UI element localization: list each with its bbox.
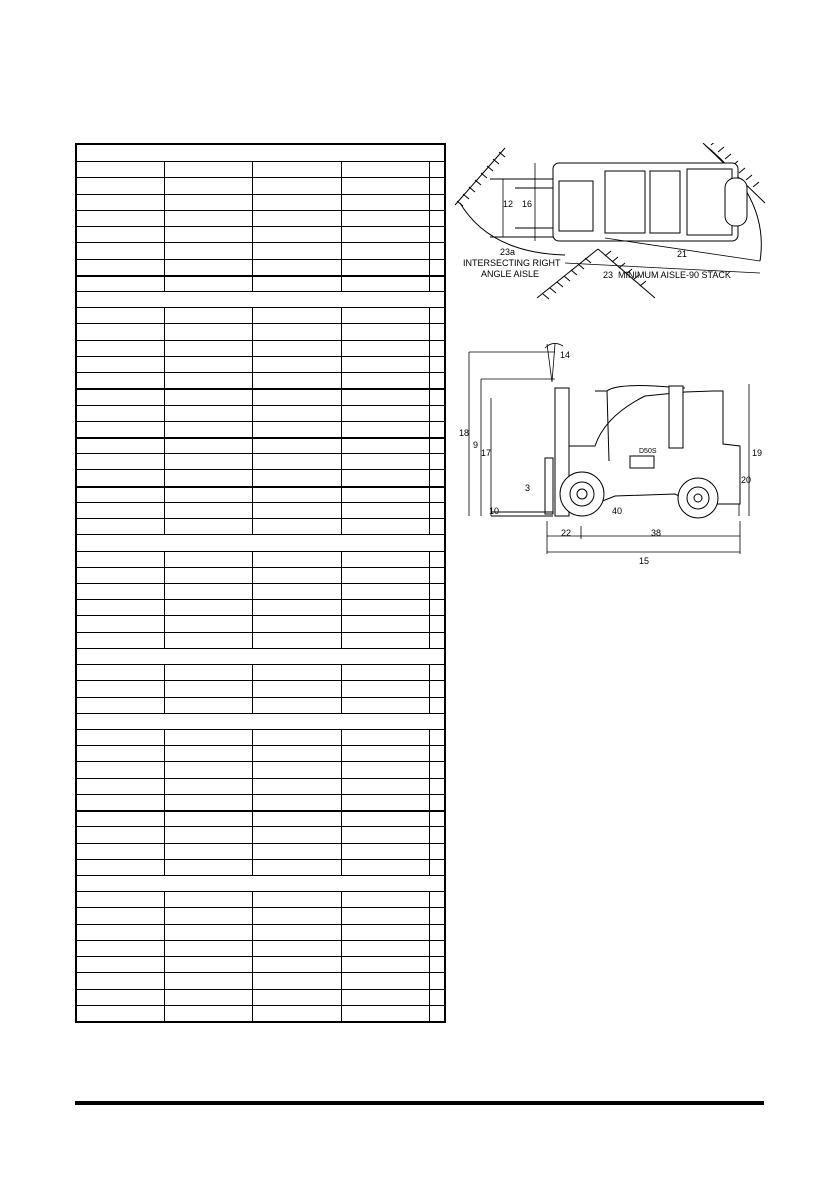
table-column-rule: [252, 859, 253, 875]
table-column-rule: [252, 323, 253, 339]
label-3: 3: [525, 483, 531, 493]
table-column-rule: [341, 388, 342, 404]
table-row-rule: [77, 194, 444, 195]
table-column-rule: [164, 567, 165, 583]
side-view-diagram: [455, 336, 767, 568]
label-intersecting-1: INTERSECTING RIGHT: [463, 258, 561, 268]
table-column-rule: [429, 989, 430, 1005]
table-column-rule: [252, 259, 253, 275]
table-column-rule: [429, 632, 430, 648]
table-column-rule: [429, 697, 430, 713]
label-15: 15: [639, 556, 650, 566]
table-column-rule: [252, 583, 253, 599]
table-column-rule: [252, 502, 253, 518]
table-column-rule: [252, 161, 253, 177]
table-column-rule: [252, 729, 253, 745]
footer-rule: [75, 1101, 764, 1105]
label-23: 23: [603, 270, 614, 280]
table-column-rule: [252, 437, 253, 453]
table-column-rule: [341, 502, 342, 518]
table-column-rule: [164, 502, 165, 518]
label-16: 16: [522, 199, 533, 209]
table-column-rule: [252, 697, 253, 713]
table-row-rule: [77, 210, 444, 211]
label-23a: 23a: [500, 247, 516, 257]
table-column-rule: [341, 372, 342, 388]
table-column-rule: [429, 210, 430, 226]
table-column-rule: [164, 761, 165, 777]
table-column-rule: [252, 956, 253, 972]
table-row-rule: [77, 161, 444, 162]
table-row-rule: [77, 745, 444, 746]
table-column-rule: [429, 551, 430, 567]
table-column-rule: [429, 891, 430, 907]
table-column-rule: [164, 437, 165, 453]
table-column-rule: [429, 761, 430, 777]
table-row-rule: [77, 1005, 444, 1006]
table-column-rule: [341, 405, 342, 421]
table-column-rule: [341, 242, 342, 258]
table-row-rule: [77, 437, 444, 439]
table-row-rule: [77, 307, 444, 308]
table-column-rule: [429, 745, 430, 761]
table-column-rule: [164, 372, 165, 388]
table-row-rule: [77, 697, 444, 698]
table-row-rule: [77, 843, 444, 844]
table-column-rule: [164, 859, 165, 875]
table-column-rule: [164, 940, 165, 956]
table-column-rule: [252, 794, 253, 810]
table-row-rule: [77, 632, 444, 633]
label-22: 22: [561, 528, 572, 538]
table-column-rule: [429, 242, 430, 258]
table-column-rule: [252, 664, 253, 680]
label-intersecting-2: ANGLE AISLE: [481, 269, 540, 279]
table-column-rule: [164, 453, 165, 469]
table-column-rule: [429, 583, 430, 599]
table-column-rule: [341, 323, 342, 339]
table-row-rule: [77, 388, 444, 390]
table-column-rule: [429, 907, 430, 923]
table-column-rule: [341, 907, 342, 923]
table-column-rule: [252, 778, 253, 794]
table-column-rule: [341, 891, 342, 907]
table-column-rule: [252, 405, 253, 421]
table-column-rule: [341, 745, 342, 761]
table-column-rule: [341, 259, 342, 275]
label-12: 12: [503, 199, 514, 209]
table-row-rule: [77, 583, 444, 584]
table-column-rule: [164, 583, 165, 599]
table-row-rule: [77, 226, 444, 227]
table-column-rule: [341, 826, 342, 842]
table-row-rule: [77, 567, 444, 568]
label-18: 18: [459, 428, 470, 438]
table-column-rule: [164, 356, 165, 372]
table-row-rule: [77, 826, 444, 827]
table-row-rule: [77, 907, 444, 908]
table-row-rule: [77, 859, 444, 860]
table-column-rule: [164, 989, 165, 1005]
table-column-rule: [164, 323, 165, 339]
table-column-rule: [429, 177, 430, 193]
table-column-rule: [164, 177, 165, 193]
table-column-rule: [429, 307, 430, 323]
table-column-rule: [252, 453, 253, 469]
table-row-rule: [77, 729, 444, 730]
table-column-rule: [429, 226, 430, 242]
table-column-rule: [252, 843, 253, 859]
table-column-rule: [252, 372, 253, 388]
table-column-rule: [341, 956, 342, 972]
table-column-rule: [252, 388, 253, 404]
table-column-rule: [341, 680, 342, 696]
table-column-rule: [341, 615, 342, 631]
label-17: 17: [481, 448, 492, 458]
table-column-rule: [341, 599, 342, 615]
table-column-rule: [429, 323, 430, 339]
table-column-rule: [252, 518, 253, 534]
table-column-rule: [429, 843, 430, 859]
table-column-rule: [252, 551, 253, 567]
table-column-rule: [252, 275, 253, 291]
table-column-rule: [164, 615, 165, 631]
table-column-rule: [164, 259, 165, 275]
table-column-rule: [164, 242, 165, 258]
table-column-rule: [164, 778, 165, 794]
table-row-rule: [77, 486, 444, 488]
table-row-rule: [77, 242, 444, 243]
top-view-diagram: [455, 143, 767, 303]
table-row-rule: [77, 469, 444, 470]
table-column-rule: [164, 891, 165, 907]
table-column-rule: [429, 469, 430, 485]
table-column-rule: [164, 469, 165, 485]
table-column-rule: [164, 486, 165, 502]
table-row-rule: [77, 599, 444, 600]
table-column-rule: [341, 697, 342, 713]
table-row-rule: [77, 534, 444, 535]
table-column-rule: [341, 194, 342, 210]
table-column-rule: [429, 161, 430, 177]
table-column-rule: [341, 177, 342, 193]
table-column-rule: [252, 680, 253, 696]
table-column-rule: [341, 210, 342, 226]
table-column-rule: [341, 583, 342, 599]
label-9: 9: [473, 440, 479, 450]
table-column-rule: [341, 729, 342, 745]
table-column-rule: [164, 421, 165, 437]
table-row-rule: [77, 259, 444, 260]
table-column-rule: [164, 226, 165, 242]
table-column-rule: [252, 615, 253, 631]
table-column-rule: [341, 518, 342, 534]
table-row-rule: [77, 421, 444, 422]
table-row-rule: [77, 794, 444, 795]
table-row-rule: [77, 810, 444, 812]
table-column-rule: [164, 794, 165, 810]
table-column-rule: [164, 405, 165, 421]
table-column-rule: [429, 956, 430, 972]
table-column-rule: [341, 551, 342, 567]
table-column-rule: [252, 421, 253, 437]
label-19: 19: [752, 448, 763, 458]
table-column-rule: [252, 307, 253, 323]
table-row-rule: [77, 405, 444, 406]
table-row-rule: [77, 275, 444, 277]
table-row-rule: [77, 340, 444, 341]
table-column-rule: [252, 567, 253, 583]
label-20: 20: [741, 475, 752, 485]
table-column-rule: [429, 778, 430, 794]
table-row-rule: [77, 924, 444, 925]
table-column-rule: [252, 989, 253, 1005]
table-column-rule: [341, 989, 342, 1005]
label-minimum-aisle: MINIMUM AISLE-90 STACK: [618, 270, 731, 280]
table-column-rule: [252, 194, 253, 210]
table-column-rule: [429, 259, 430, 275]
label-21: 21: [677, 249, 688, 259]
table-column-rule: [341, 275, 342, 291]
table-column-rule: [429, 486, 430, 502]
table-column-rule: [252, 177, 253, 193]
table-column-rule: [252, 632, 253, 648]
table-row-rule: [77, 551, 444, 552]
table-row-rule: [77, 956, 444, 957]
table-column-rule: [252, 1005, 253, 1021]
table-column-rule: [252, 486, 253, 502]
table-row-rule: [77, 713, 444, 714]
table-column-rule: [429, 615, 430, 631]
table-row-rule: [77, 664, 444, 665]
table-column-rule: [429, 810, 430, 826]
table-column-rule: [341, 632, 342, 648]
table-column-rule: [341, 437, 342, 453]
table-column-rule: [164, 972, 165, 988]
table-column-rule: [164, 599, 165, 615]
table-column-rule: [429, 372, 430, 388]
table-column-rule: [429, 340, 430, 356]
table-column-rule: [164, 729, 165, 745]
table-row-rule: [77, 875, 444, 876]
forklift-side: [491, 386, 740, 518]
table-column-rule: [429, 826, 430, 842]
table-row-rule: [77, 680, 444, 681]
label-14: 14: [560, 350, 571, 360]
spec-table: [75, 143, 446, 1023]
table-column-rule: [429, 924, 430, 940]
table-column-rule: [341, 567, 342, 583]
table-column-rule: [341, 226, 342, 242]
table-column-rule: [429, 388, 430, 404]
table-column-rule: [341, 340, 342, 356]
table-row-rule: [77, 891, 444, 892]
table-column-rule: [252, 340, 253, 356]
table-column-rule: [341, 924, 342, 940]
table-column-rule: [429, 518, 430, 534]
table-column-rule: [164, 340, 165, 356]
table-column-rule: [252, 469, 253, 485]
table-column-rule: [341, 859, 342, 875]
table-row-rule: [77, 291, 444, 292]
table-column-rule: [252, 356, 253, 372]
table-column-rule: [341, 810, 342, 826]
table-column-rule: [252, 940, 253, 956]
table-column-rule: [341, 940, 342, 956]
table-column-rule: [341, 664, 342, 680]
table-column-rule: [164, 632, 165, 648]
table-column-rule: [252, 761, 253, 777]
table-column-rule: [341, 843, 342, 859]
table-row-rule: [77, 778, 444, 779]
table-column-rule: [341, 972, 342, 988]
table-column-rule: [164, 697, 165, 713]
table-column-rule: [341, 421, 342, 437]
table-column-rule: [429, 356, 430, 372]
table-column-rule: [429, 680, 430, 696]
table-column-rule: [429, 729, 430, 745]
table-column-rule: [164, 907, 165, 923]
table-row-rule: [77, 372, 444, 373]
table-column-rule: [341, 356, 342, 372]
table-column-rule: [252, 242, 253, 258]
table-column-rule: [341, 453, 342, 469]
table-column-rule: [164, 664, 165, 680]
table-column-rule: [252, 745, 253, 761]
table-column-rule: [164, 680, 165, 696]
table-column-rule: [341, 1005, 342, 1021]
table-column-rule: [341, 469, 342, 485]
table-column-rule: [252, 972, 253, 988]
table-row-rule: [77, 972, 444, 973]
table-column-rule: [429, 275, 430, 291]
table-column-rule: [252, 826, 253, 842]
table-column-rule: [429, 794, 430, 810]
table-row-rule: [77, 518, 444, 519]
table-row-rule: [77, 761, 444, 762]
table-column-rule: [429, 502, 430, 518]
table-column-rule: [164, 826, 165, 842]
table-column-rule: [429, 599, 430, 615]
table-column-rule: [429, 194, 430, 210]
table-column-rule: [341, 307, 342, 323]
table-column-rule: [429, 859, 430, 875]
table-column-rule: [341, 761, 342, 777]
table-column-rule: [252, 907, 253, 923]
table-column-rule: [164, 956, 165, 972]
table-column-rule: [429, 421, 430, 437]
table-column-rule: [341, 794, 342, 810]
label-10: 10: [489, 506, 500, 516]
table-column-rule: [429, 940, 430, 956]
table-column-rule: [252, 210, 253, 226]
table-row-rule: [77, 323, 444, 324]
label-38: 38: [651, 528, 662, 538]
table-row-rule: [77, 989, 444, 990]
table-column-rule: [164, 161, 165, 177]
table-column-rule: [429, 972, 430, 988]
table-column-rule: [164, 551, 165, 567]
table-column-rule: [429, 1005, 430, 1021]
table-column-rule: [252, 810, 253, 826]
table-row-rule: [77, 453, 444, 454]
table-column-rule: [164, 307, 165, 323]
table-column-rule: [164, 745, 165, 761]
table-column-rule: [429, 405, 430, 421]
table-column-rule: [429, 567, 430, 583]
table-row-rule: [77, 940, 444, 941]
table-column-rule: [252, 599, 253, 615]
table-column-rule: [341, 778, 342, 794]
table-column-rule: [164, 518, 165, 534]
table-column-rule: [164, 810, 165, 826]
table-column-rule: [164, 924, 165, 940]
table-row-rule: [77, 502, 444, 503]
table-column-rule: [164, 194, 165, 210]
table-column-rule: [164, 275, 165, 291]
table-column-rule: [429, 453, 430, 469]
table-column-rule: [341, 161, 342, 177]
table-column-rule: [252, 226, 253, 242]
table-column-rule: [252, 924, 253, 940]
table-row-rule: [77, 648, 444, 649]
table-column-rule: [252, 891, 253, 907]
table-column-rule: [429, 664, 430, 680]
table-column-rule: [164, 1005, 165, 1021]
table-column-rule: [164, 843, 165, 859]
table-column-rule: [164, 388, 165, 404]
table-row-rule: [77, 177, 444, 178]
table-column-rule: [164, 210, 165, 226]
table-column-rule: [341, 486, 342, 502]
table-row-rule: [77, 356, 444, 357]
table-row-rule: [77, 615, 444, 616]
table-column-rule: [429, 437, 430, 453]
label-40: 40: [612, 506, 623, 516]
brand-plate: D50S: [639, 448, 657, 455]
